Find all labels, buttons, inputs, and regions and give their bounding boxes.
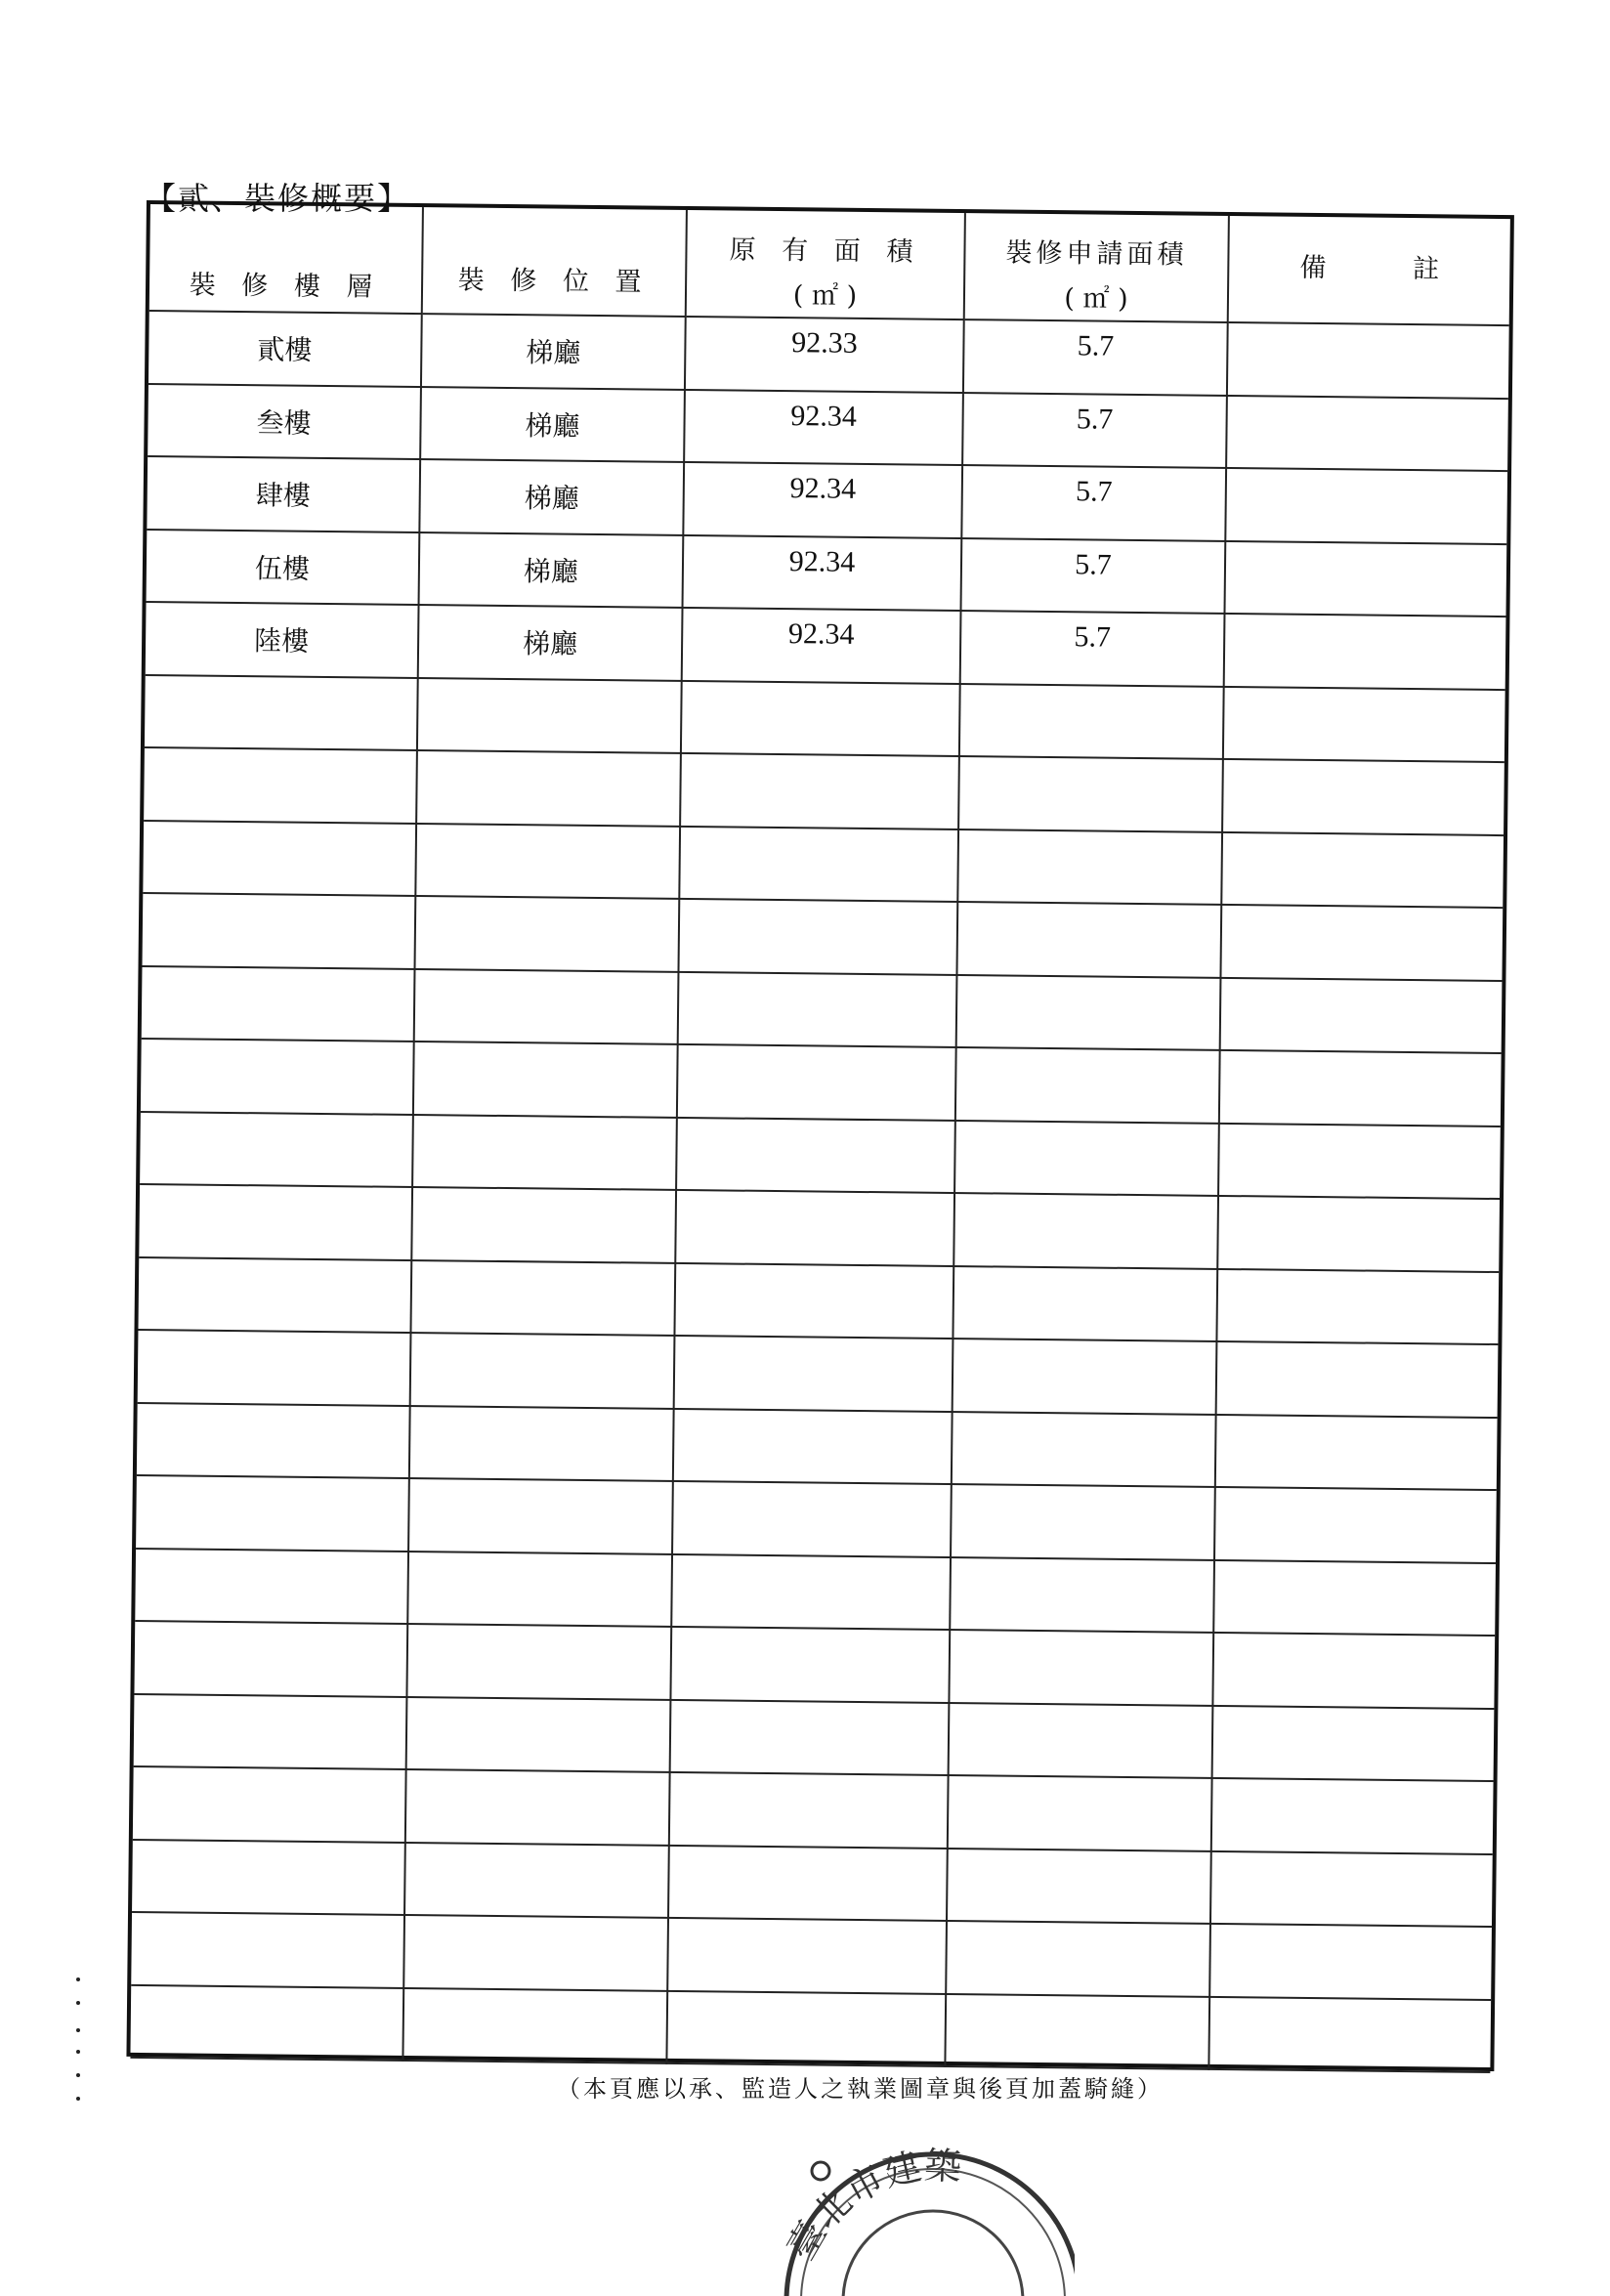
- cell-apply-area: [958, 830, 1223, 906]
- cell-original-area: [673, 1482, 953, 1558]
- cell-original-area: [675, 1263, 954, 1339]
- header-apply-area-label: 裝修申請面積: [1005, 237, 1188, 271]
- cell-location: [414, 1042, 679, 1118]
- cell-remark: [1228, 323, 1509, 400]
- header-apply-area: [965, 213, 1230, 323]
- cell-floor: [138, 1331, 412, 1407]
- cell-floor: 伍樓: [147, 531, 421, 607]
- cell-floor: [134, 1622, 408, 1698]
- cell-original-area: [679, 900, 958, 976]
- architect-seal: [762, 2101, 1075, 2296]
- cell-apply-area: 5.7: [961, 539, 1226, 615]
- cell-apply-area: [953, 1339, 1218, 1415]
- cell-location: [407, 1625, 672, 1700]
- cell-remark: [1211, 1851, 1493, 1928]
- cell-location: [411, 1261, 676, 1337]
- cell-remark: [1217, 1342, 1499, 1419]
- cell-remark: [1219, 1124, 1501, 1200]
- cell-original-area: [680, 827, 959, 903]
- cell-remark: [1226, 469, 1507, 545]
- cell-apply-area: [957, 903, 1222, 978]
- cell-floor: 陸樓: [146, 603, 420, 679]
- cell-original-area: 92.34: [684, 535, 963, 612]
- cell-remark: [1216, 1415, 1498, 1491]
- cell-original-area: [679, 972, 958, 1048]
- cell-original-area: [668, 1919, 948, 1995]
- cell-floor: [145, 676, 419, 752]
- cell-floor: 貳樓: [148, 312, 423, 388]
- cell-floor: [139, 1185, 413, 1261]
- cell-original-area: [670, 1773, 950, 1850]
- cell-original-area: [671, 1628, 951, 1704]
- cell-location: [404, 1916, 669, 1991]
- cell-original-area: [672, 1554, 952, 1631]
- cell-floor: [135, 1549, 409, 1625]
- header-location-label: 裝 修 位 置: [457, 265, 651, 298]
- renovation-summary-table: [126, 200, 1513, 2071]
- cell-remark: [1222, 832, 1504, 909]
- cell-apply-area: 5.7: [961, 612, 1226, 687]
- cell-floor: 叁樓: [148, 385, 422, 461]
- cell-original-area: 92.34: [683, 609, 962, 685]
- table-row: [130, 1985, 1491, 2073]
- cell-remark: [1209, 1997, 1491, 2073]
- cell-apply-area: [956, 1048, 1221, 1124]
- cell-floor: [131, 1913, 405, 1989]
- header-location: [423, 207, 688, 318]
- cell-original-area: [682, 681, 961, 757]
- cell-apply-area: [955, 1122, 1220, 1197]
- cell-remark: [1215, 1488, 1497, 1564]
- cell-apply-area: [946, 1994, 1210, 2069]
- cell-floor: [141, 1040, 415, 1116]
- cell-apply-area: [950, 1631, 1214, 1706]
- cell-floor: [132, 1840, 406, 1916]
- cell-floor: [144, 748, 418, 825]
- cell-original-area: [671, 1700, 951, 1776]
- cell-location: [413, 1116, 678, 1191]
- cell-original-area: [674, 1409, 953, 1485]
- header-remark: [1229, 216, 1510, 326]
- cell-location: [403, 1988, 668, 2063]
- cell-remark: [1227, 396, 1508, 472]
- cell-location: [415, 970, 680, 1045]
- header-apply-area-unit: ( ㎡ ): [1064, 283, 1128, 315]
- cell-location: 梯廳: [420, 460, 685, 535]
- cell-location: [405, 1843, 670, 1918]
- cell-apply-area: 5.7: [964, 320, 1229, 396]
- cell-floor: [140, 1112, 414, 1188]
- cell-remark: [1218, 1197, 1500, 1273]
- cell-floor: [133, 1767, 407, 1844]
- cell-apply-area: [953, 1267, 1218, 1342]
- cell-original-area: [676, 1191, 955, 1267]
- cell-floor: 肆樓: [147, 457, 421, 533]
- cell-location: [417, 751, 682, 827]
- cell-remark: [1213, 1706, 1495, 1782]
- cell-apply-area: [948, 1849, 1212, 1924]
- cell-original-area: [675, 1337, 954, 1413]
- cell-remark: [1214, 1560, 1496, 1637]
- footnote: （本頁應以承、監造人之執業圖章與後頁加蓋騎縫）: [557, 2075, 1164, 2103]
- cell-apply-area: [957, 976, 1222, 1051]
- header-original-area: [687, 210, 966, 320]
- cell-apply-area: [947, 1922, 1211, 1997]
- cell-remark: [1213, 1634, 1495, 1710]
- cell-remark: [1223, 760, 1504, 836]
- cell-original-area: [669, 1846, 949, 1922]
- cell-apply-area: [960, 685, 1225, 760]
- cell-location: [409, 1479, 674, 1554]
- cell-remark: [1217, 1269, 1499, 1345]
- cell-apply-area: [949, 1776, 1213, 1851]
- cell-location: 梯廳: [421, 388, 686, 463]
- cell-remark: [1225, 615, 1506, 691]
- cell-remark: [1224, 687, 1505, 763]
- cell-apply-area: [953, 1413, 1217, 1488]
- cell-original-area: [667, 1991, 947, 2067]
- cell-floor: [142, 966, 416, 1042]
- cell-floor: [143, 822, 417, 898]
- cell-floor: [138, 1257, 412, 1334]
- cell-remark: [1220, 1051, 1502, 1127]
- header-original-area-unit: ( ㎡ ): [792, 280, 858, 312]
- cell-remark: [1225, 541, 1506, 617]
- cell-location: 梯廳: [422, 315, 687, 390]
- cell-original-area: 92.33: [686, 318, 965, 394]
- cell-remark: [1212, 1779, 1494, 1855]
- cell-location: [407, 1697, 672, 1772]
- seal-text: 臺北市建築: [779, 2144, 962, 2268]
- cell-location: [412, 1188, 677, 1263]
- header-remark-label: 備 註: [1299, 252, 1479, 285]
- cell-remark: [1221, 906, 1503, 982]
- header-floor: [149, 204, 424, 315]
- binding-margin-dots: [68, 1974, 88, 2110]
- cell-location: [408, 1552, 673, 1627]
- cell-apply-area: [952, 1485, 1216, 1560]
- cell-original-area: 92.34: [685, 390, 964, 466]
- cell-apply-area: [950, 1703, 1214, 1778]
- cell-apply-area: [954, 1194, 1219, 1269]
- cell-location: [411, 1334, 676, 1409]
- cell-original-area: [681, 754, 960, 830]
- cell-original-area: [678, 1045, 957, 1122]
- cell-location: 梯廳: [420, 533, 685, 609]
- cell-remark: [1210, 1925, 1492, 2001]
- cell-apply-area: [951, 1557, 1215, 1633]
- header-floor-label: 裝 修 樓 層: [189, 270, 382, 303]
- cell-apply-area: [959, 757, 1224, 832]
- cell-remark: [1221, 978, 1503, 1054]
- cell-apply-area: 5.7: [963, 394, 1228, 469]
- cell-location: [416, 825, 681, 900]
- cell-location: [418, 679, 683, 754]
- cell-floor: [130, 1985, 404, 2062]
- cell-location: [410, 1407, 675, 1482]
- cell-location: [415, 897, 680, 972]
- cell-location: 梯廳: [419, 606, 684, 681]
- cell-floor: [136, 1476, 410, 1552]
- cell-original-area: [677, 1118, 956, 1194]
- section-title: 【貳、裝修概要】: [145, 180, 411, 217]
- cell-floor: [143, 894, 417, 970]
- cell-location: [406, 1770, 671, 1846]
- cell-floor: [134, 1694, 408, 1770]
- cell-original-area: 92.34: [684, 463, 963, 539]
- cell-apply-area: 5.7: [962, 466, 1227, 541]
- header-original-area-label: 原 有 面 積: [729, 234, 922, 268]
- cell-floor: [137, 1403, 411, 1479]
